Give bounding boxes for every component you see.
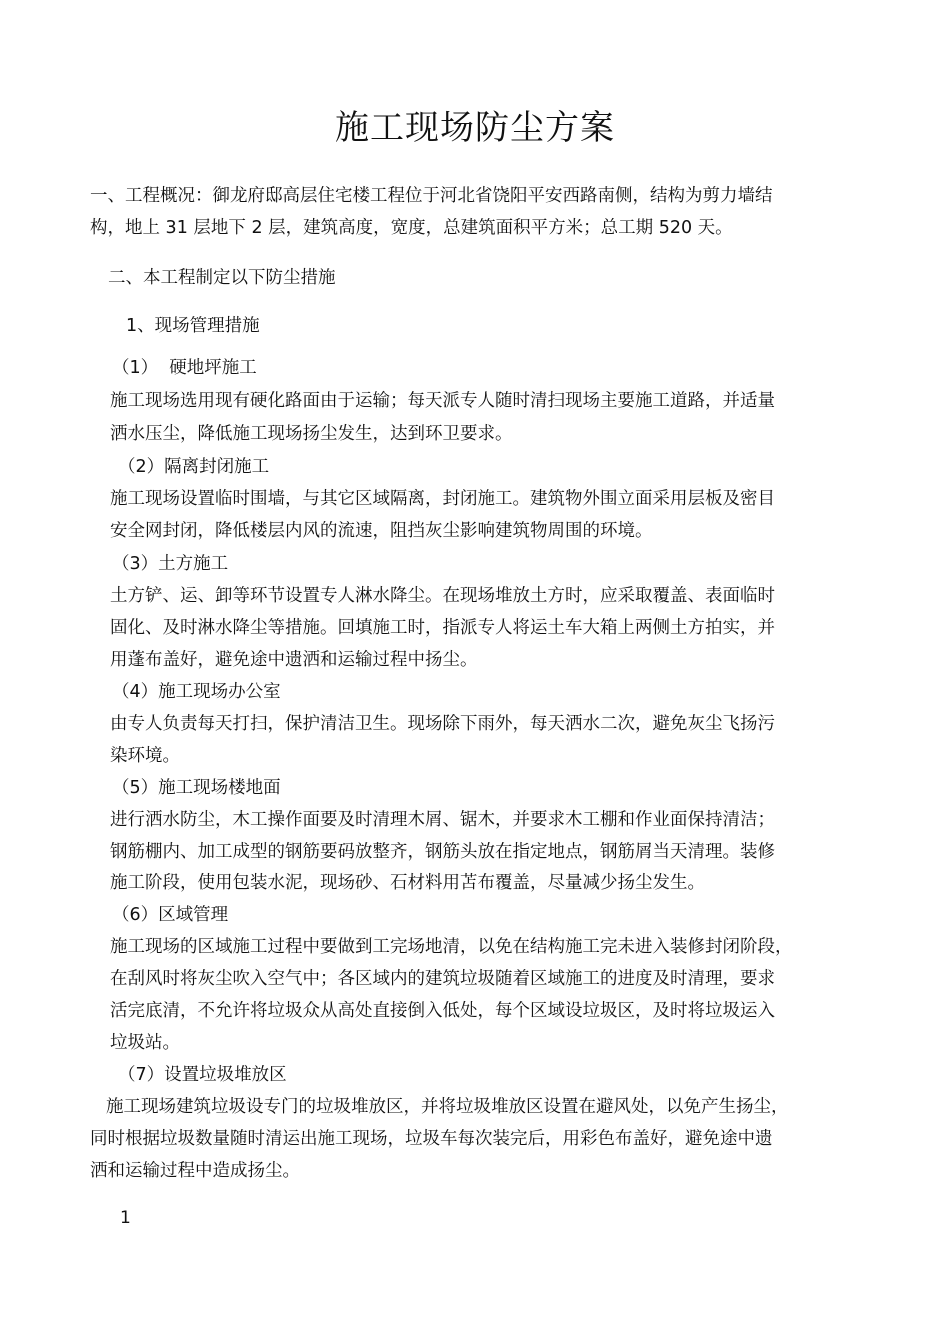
- subsection-heading: 1、现场管理措施: [126, 316, 260, 336]
- paragraph-line: 安全网封闭，降低楼层内风的流速，阻挡灰尘影响建筑物周围的环境。: [110, 521, 653, 541]
- paragraph-line: 施工现场选用现有硬化路面由于运输；每天派专人随时清扫现场主要施工道路，并适量: [110, 391, 775, 411]
- item-heading: （5）施工现场楼地面: [112, 778, 281, 798]
- paragraph-line: 一、工程概况：御龙府邸高层住宅楼工程位于河北省饶阳平安西路南侧，结构为剪力墙结: [90, 186, 773, 206]
- paragraph-line: 进行洒水防尘，木工操作面要及时清理木屑、锯木，并要求木工棚和作业面保持清洁；: [110, 810, 775, 830]
- section-heading: 二、本工程制定以下防尘措施: [108, 268, 336, 288]
- paragraph-line: 由专人负责每天打扫，保护清洁卫生。现场除下雨外，每天洒水二次，避免灰尘飞扬污: [110, 714, 775, 734]
- item-heading: （1） 硬地坪施工: [112, 358, 257, 378]
- paragraph-line: 构，地上 31 层地下 2 层，建筑高度，宽度，总建筑面积平方米；总工期 520 天。: [90, 218, 733, 238]
- paragraph-line: 活完底清，不允许将垃圾众从高处直接倒入低处，每个区域设垃圾区，及时将垃圾运入: [110, 1001, 775, 1021]
- paragraph-line: 施工阶段，使用包装水泥，现场砂、石材料用苫布覆盖，尽量减少扬尘发生。: [110, 873, 705, 893]
- paragraph-line: 染环境。: [110, 746, 180, 766]
- page-number: 1: [120, 1208, 131, 1228]
- paragraph-line: 同时根据垃圾数量随时清运出施工现场，垃圾车每次装完后，用彩色布盖好，避免途中遗: [90, 1129, 773, 1149]
- paragraph-line: 施工现场的区域施工过程中要做到工完场地清，以免在结构施工完未进入装修封闭阶段，: [110, 937, 793, 957]
- paragraph-line: 用蓬布盖好，避免途中遗洒和运输过程中扬尘。: [110, 650, 478, 670]
- item-heading: （3）土方施工: [112, 554, 229, 574]
- page-title: 施工现场防尘方案: [335, 108, 615, 148]
- paragraph-line: 在刮风时将灰尘吹入空气中；各区域内的建筑垃圾随着区域施工的进度及时清理，要求: [110, 969, 775, 989]
- paragraph-line: 洒水压尘，降低施工现场扬尘发生，达到环卫要求。: [110, 424, 513, 444]
- item-heading: （6）区域管理: [112, 905, 229, 925]
- paragraph-line: 洒和运输过程中造成扬尘。: [90, 1161, 300, 1181]
- paragraph-line: 垃圾站。: [110, 1033, 180, 1053]
- paragraph-line: 施工现场设置临时围墙，与其它区域隔离，封闭施工。建筑物外围立面采用层板及密目: [110, 489, 775, 509]
- item-heading: （2）隔离封闭施工: [118, 457, 270, 477]
- item-heading: （4）施工现场办公室: [112, 682, 281, 702]
- paragraph-line: 固化、及时淋水降尘等措施。回填施工时，指派专人将运土车大箱上两侧土方拍实，并: [110, 618, 775, 638]
- item-heading: （7）设置垃圾堆放区: [118, 1065, 287, 1085]
- paragraph-line: 钢筋棚内、加工成型的钢筋要码放整齐，钢筋头放在指定地点，钢筋屑当天清理。装修: [110, 842, 775, 862]
- paragraph-line: 土方铲、运、卸等环节设置专人淋水降尘。在现场堆放土方时，应采取覆盖、表面临时: [110, 586, 775, 606]
- paragraph-line: 施工现场建筑垃圾设专门的垃圾堆放区，并将垃圾堆放区设置在避风处，以免产生扬尘，: [106, 1097, 789, 1117]
